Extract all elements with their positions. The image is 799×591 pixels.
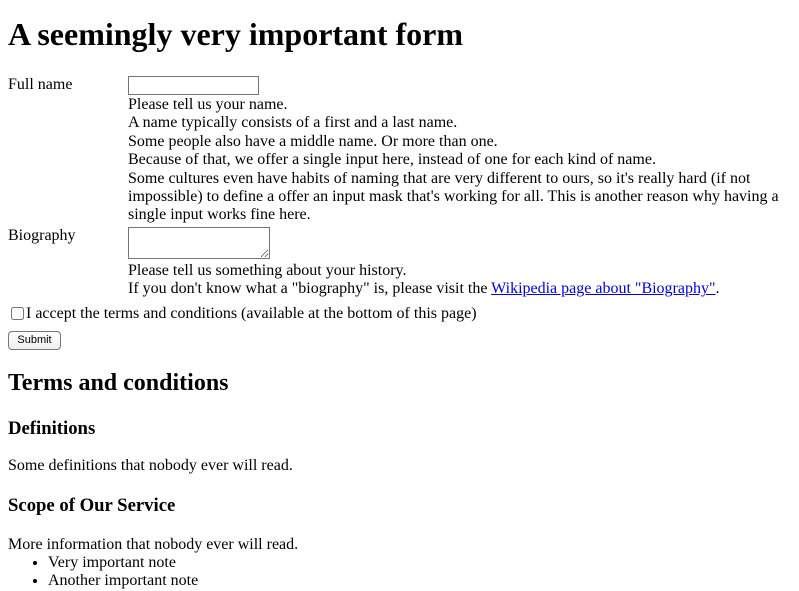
fullname-label: Full name xyxy=(8,76,73,93)
definitions-heading: Definitions xyxy=(8,418,96,439)
page-title: A seemingly very important form xyxy=(8,16,464,52)
biography-label: Biography xyxy=(8,227,76,244)
biography-help-prefix: If you don't know what a "biography" is, please visit the xyxy=(128,280,492,298)
fullname-input[interactable] xyxy=(128,76,259,95)
fullname-help-line: Please tell us your name. xyxy=(128,96,288,113)
fullname-help-line: Because of that, we offer a single input here, instead of one for each kind of name. xyxy=(128,151,656,169)
terms-heading: Terms and conditions xyxy=(8,370,229,396)
fullname-help xyxy=(128,96,791,225)
biography-help xyxy=(128,262,791,299)
biography-help-suffix: . xyxy=(715,280,720,298)
fullname-help-line: Some cultures even have habits of naming that are very different to ours, so it's really hard (if not impossible) to define a offer an input mask that's working for all. This is another reason why having a single input works fine here. xyxy=(128,169,779,224)
biography-help-line: Please tell us something about your history. xyxy=(128,262,407,279)
biography-field-group xyxy=(128,227,791,299)
list-item: • Another important note xyxy=(48,572,198,590)
terms-checkbox[interactable] xyxy=(11,307,24,320)
biography-help-line xyxy=(128,280,791,298)
definitions-text: Some definitions that nobody ever will read. xyxy=(8,457,293,474)
scope-heading: Scope of Our Service xyxy=(8,495,176,516)
terms-checkbox-row xyxy=(8,305,477,323)
wikipedia-biography-link[interactable]: Wikipedia page about "Biography" xyxy=(491,280,716,298)
terms-checkbox-label[interactable]: I accept the terms and conditions (available at the bottom of this page) xyxy=(26,305,477,322)
biography-textarea[interactable] xyxy=(128,227,270,259)
list-item: • Very important note xyxy=(48,554,198,572)
scope-text: More information that nobody ever will read. xyxy=(8,536,299,553)
scope-list xyxy=(8,554,198,591)
fullname-field-group xyxy=(128,76,791,225)
submit-button[interactable]: Submit xyxy=(8,331,61,350)
fullname-help-line: Some people also have a middle name. Or more than one. xyxy=(128,132,498,150)
fullname-help-line: A name typically consists of a first and a last name. xyxy=(128,114,458,132)
